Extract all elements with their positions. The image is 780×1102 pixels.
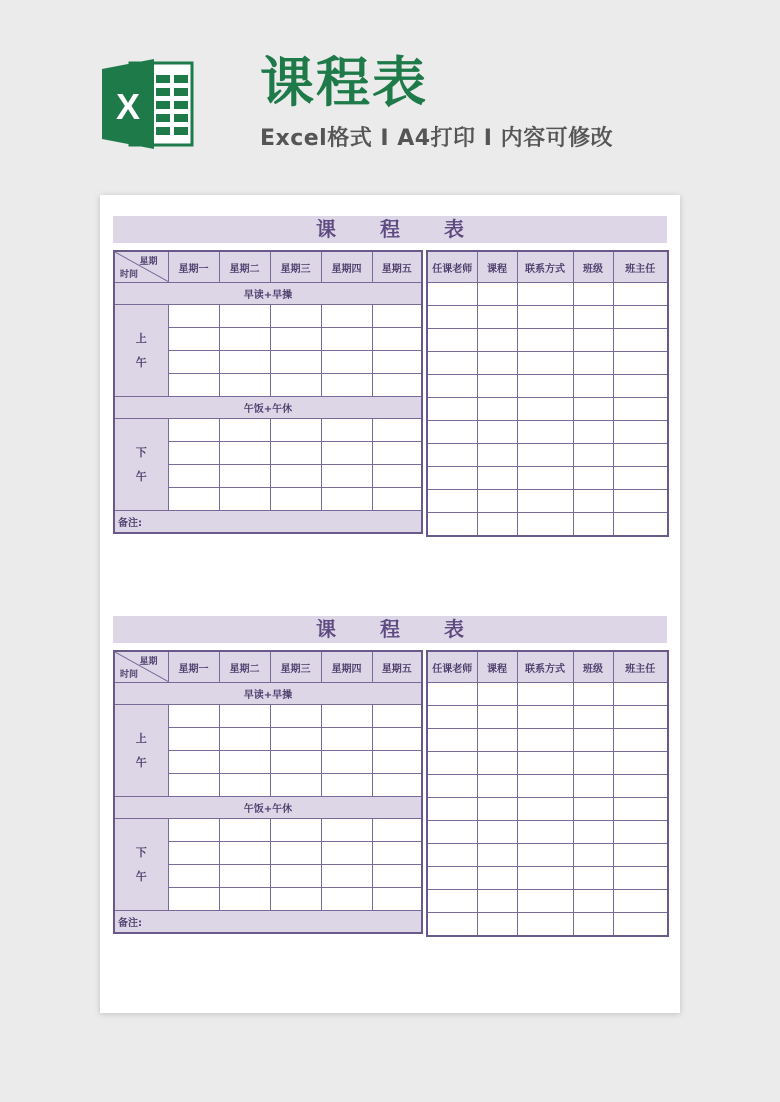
- teacher-cell[interactable]: [477, 706, 517, 729]
- teacher-cell[interactable]: [517, 683, 573, 706]
- teacher-cell[interactable]: [573, 306, 613, 329]
- teacher-cell[interactable]: [477, 798, 517, 821]
- class-cell[interactable]: [219, 819, 270, 842]
- day-header: 星期一: [168, 251, 219, 283]
- banner-char: 课: [316, 617, 336, 641]
- teacher-cell[interactable]: [517, 513, 573, 537]
- schedule-banner: [113, 216, 667, 243]
- class-cell[interactable]: [372, 728, 422, 751]
- teacher-cell[interactable]: [613, 513, 668, 537]
- banner-char: 表: [444, 617, 464, 641]
- teacher-col-header: 班主任: [613, 251, 668, 283]
- class-cell[interactable]: [321, 419, 372, 442]
- teacher-cell[interactable]: [477, 490, 517, 513]
- teacher-grid: [426, 650, 669, 937]
- class-cell[interactable]: [270, 774, 321, 797]
- teacher-cell[interactable]: [477, 421, 517, 444]
- schedule-banner: [113, 616, 667, 643]
- teacher-cell[interactable]: [427, 352, 477, 375]
- corner-cell: [114, 651, 168, 683]
- class-cell[interactable]: [168, 842, 219, 865]
- teacher-cell[interactable]: [517, 421, 573, 444]
- class-cell[interactable]: [219, 488, 270, 511]
- corner-bottom-label: 时间: [120, 270, 139, 280]
- note-row[interactable]: 备注:: [114, 911, 422, 934]
- teacher-cell[interactable]: [613, 913, 668, 937]
- class-cell[interactable]: [219, 865, 270, 888]
- class-cell[interactable]: [168, 488, 219, 511]
- morning-label: [114, 305, 168, 397]
- day-header: 星期五: [372, 651, 422, 683]
- teacher-cell[interactable]: [517, 821, 573, 844]
- afternoon-char: 下: [135, 845, 147, 859]
- class-cell[interactable]: [270, 328, 321, 351]
- teacher-cell[interactable]: [477, 821, 517, 844]
- class-cell[interactable]: [321, 705, 372, 728]
- class-cell[interactable]: [168, 328, 219, 351]
- teacher-cell[interactable]: [427, 283, 477, 306]
- class-cell[interactable]: [219, 751, 270, 774]
- teacher-cell[interactable]: [573, 729, 613, 752]
- teacher-cell[interactable]: [573, 706, 613, 729]
- class-cell[interactable]: [168, 465, 219, 488]
- teacher-cell[interactable]: [573, 467, 613, 490]
- morning-char: 上: [135, 731, 147, 745]
- class-cell[interactable]: [372, 328, 422, 351]
- class-cell[interactable]: [270, 465, 321, 488]
- teacher-cell[interactable]: [613, 329, 668, 352]
- teacher-cell[interactable]: [613, 398, 668, 421]
- teacher-cell[interactable]: [427, 329, 477, 352]
- class-cell[interactable]: [168, 374, 219, 397]
- teacher-cell[interactable]: [613, 890, 668, 913]
- class-cell[interactable]: [372, 774, 422, 797]
- teacher-col-header: 班主任: [613, 651, 668, 683]
- teacher-cell[interactable]: [427, 867, 477, 890]
- teacher-col-header: 班级: [573, 251, 613, 283]
- teacher-cell[interactable]: [517, 283, 573, 306]
- teacher-cell[interactable]: [517, 775, 573, 798]
- teacher-cell[interactable]: [573, 283, 613, 306]
- teacher-cell[interactable]: [477, 444, 517, 467]
- banner-char: 程: [380, 217, 400, 241]
- class-cell[interactable]: [219, 774, 270, 797]
- day-header: 星期二: [219, 251, 270, 283]
- teacher-cell[interactable]: [517, 329, 573, 352]
- class-cell[interactable]: [372, 305, 422, 328]
- class-cell[interactable]: [219, 888, 270, 911]
- teacher-cell[interactable]: [573, 513, 613, 537]
- class-cell[interactable]: [321, 488, 372, 511]
- morning-char: 上: [135, 331, 147, 345]
- teacher-cell[interactable]: [517, 706, 573, 729]
- afternoon-label: [114, 419, 168, 511]
- day-header: 星期四: [321, 651, 372, 683]
- teacher-cell[interactable]: [427, 306, 477, 329]
- class-cell[interactable]: [372, 465, 422, 488]
- lunch-band: 午饭+午休: [114, 797, 422, 819]
- class-cell[interactable]: [321, 351, 372, 374]
- corner-top-label: 星期: [139, 657, 158, 667]
- class-cell[interactable]: [168, 819, 219, 842]
- teacher-cell[interactable]: [477, 890, 517, 913]
- teacher-cell[interactable]: [613, 798, 668, 821]
- teacher-cell[interactable]: [427, 775, 477, 798]
- teacher-cell[interactable]: [573, 798, 613, 821]
- teacher-cell[interactable]: [573, 421, 613, 444]
- teacher-cell[interactable]: [573, 775, 613, 798]
- teacher-cell[interactable]: [477, 752, 517, 775]
- banner-char: 表: [444, 217, 464, 241]
- teacher-cell[interactable]: [427, 706, 477, 729]
- teacher-cell[interactable]: [573, 375, 613, 398]
- teacher-cell[interactable]: [477, 775, 517, 798]
- teacher-cell[interactable]: [427, 798, 477, 821]
- class-cell[interactable]: [270, 888, 321, 911]
- banner-char: 程: [380, 617, 400, 641]
- class-cell[interactable]: [372, 374, 422, 397]
- teacher-cell[interactable]: [613, 729, 668, 752]
- class-cell[interactable]: [168, 751, 219, 774]
- day-header: 星期四: [321, 251, 372, 283]
- class-cell[interactable]: [168, 865, 219, 888]
- class-cell[interactable]: [321, 751, 372, 774]
- class-cell[interactable]: [270, 865, 321, 888]
- class-cell[interactable]: [372, 351, 422, 374]
- teacher-cell[interactable]: [573, 352, 613, 375]
- teacher-cell[interactable]: [517, 798, 573, 821]
- excel-logo-icon: [100, 55, 198, 153]
- teacher-cell[interactable]: [477, 683, 517, 706]
- teacher-cell[interactable]: [613, 306, 668, 329]
- class-cell[interactable]: [372, 842, 422, 865]
- teacher-cell[interactable]: [517, 752, 573, 775]
- class-cell[interactable]: [168, 888, 219, 911]
- teacher-grid: [426, 250, 669, 537]
- class-cell[interactable]: [372, 751, 422, 774]
- teacher-cell[interactable]: [477, 844, 517, 867]
- morning-char: 午: [135, 355, 147, 369]
- class-cell[interactable]: [321, 465, 372, 488]
- day-header: 星期五: [372, 251, 422, 283]
- teacher-cell[interactable]: [613, 867, 668, 890]
- teacher-col-header: 课程: [477, 251, 517, 283]
- teacher-cell[interactable]: [427, 513, 477, 537]
- class-cell[interactable]: [219, 305, 270, 328]
- teacher-cell[interactable]: [613, 283, 668, 306]
- teacher-cell[interactable]: [573, 683, 613, 706]
- class-cell[interactable]: [321, 842, 372, 865]
- corner-bottom-label: 时间: [120, 670, 139, 680]
- teacher-cell[interactable]: [427, 375, 477, 398]
- teacher-cell[interactable]: [613, 844, 668, 867]
- class-cell[interactable]: [372, 442, 422, 465]
- teacher-cell[interactable]: [427, 490, 477, 513]
- class-cell[interactable]: [270, 842, 321, 865]
- class-cell[interactable]: [321, 374, 372, 397]
- class-cell[interactable]: [219, 705, 270, 728]
- teacher-col-header: 联系方式: [517, 251, 573, 283]
- class-cell[interactable]: [372, 865, 422, 888]
- teacher-cell[interactable]: [517, 467, 573, 490]
- teacher-cell[interactable]: [517, 352, 573, 375]
- class-cell[interactable]: [372, 888, 422, 911]
- class-cell[interactable]: [372, 488, 422, 511]
- teacher-cell[interactable]: [573, 329, 613, 352]
- day-header: 星期三: [270, 651, 321, 683]
- teacher-cell[interactable]: [573, 867, 613, 890]
- morning-char: 午: [135, 755, 147, 769]
- class-cell[interactable]: [270, 351, 321, 374]
- teacher-cell[interactable]: [427, 683, 477, 706]
- teacher-cell[interactable]: [573, 490, 613, 513]
- teacher-cell[interactable]: [427, 444, 477, 467]
- teacher-cell[interactable]: [517, 375, 573, 398]
- teacher-cell[interactable]: [477, 398, 517, 421]
- teacher-cell[interactable]: [613, 467, 668, 490]
- teacher-cell[interactable]: [517, 913, 573, 937]
- logo-letter: X: [115, 86, 141, 127]
- teacher-cell[interactable]: [477, 513, 517, 537]
- class-cell[interactable]: [168, 351, 219, 374]
- class-cell[interactable]: [219, 351, 270, 374]
- teacher-cell[interactable]: [573, 890, 613, 913]
- class-cell[interactable]: [168, 728, 219, 751]
- class-cell[interactable]: [270, 419, 321, 442]
- class-cell[interactable]: [219, 442, 270, 465]
- class-cell[interactable]: [168, 419, 219, 442]
- teacher-col-header: 班级: [573, 651, 613, 683]
- class-cell[interactable]: [270, 305, 321, 328]
- teacher-cell[interactable]: [613, 683, 668, 706]
- class-cell[interactable]: [321, 728, 372, 751]
- teacher-cell[interactable]: [517, 306, 573, 329]
- class-cell[interactable]: [321, 865, 372, 888]
- teacher-cell[interactable]: [517, 444, 573, 467]
- class-cell[interactable]: [270, 374, 321, 397]
- teacher-cell[interactable]: [613, 490, 668, 513]
- class-cell[interactable]: [321, 819, 372, 842]
- teacher-cell[interactable]: [427, 890, 477, 913]
- teacher-cell[interactable]: [477, 375, 517, 398]
- class-cell[interactable]: [168, 305, 219, 328]
- class-cell[interactable]: [219, 842, 270, 865]
- teacher-cell[interactable]: [573, 752, 613, 775]
- class-cell[interactable]: [270, 751, 321, 774]
- class-cell[interactable]: [219, 374, 270, 397]
- teacher-cell[interactable]: [477, 867, 517, 890]
- teacher-cell[interactable]: [517, 729, 573, 752]
- document-page: [100, 195, 680, 1013]
- teacher-cell[interactable]: [613, 706, 668, 729]
- corner-cell: [114, 251, 168, 283]
- class-cell[interactable]: [270, 488, 321, 511]
- teacher-cell[interactable]: [477, 467, 517, 490]
- page-subtitle: Excel格式 I A4打印 I 内容可修改: [260, 126, 614, 151]
- class-cell[interactable]: [168, 774, 219, 797]
- teacher-cell[interactable]: [613, 421, 668, 444]
- corner-top-label: 星期: [139, 257, 158, 267]
- teacher-cell[interactable]: [477, 729, 517, 752]
- teacher-cell[interactable]: [427, 844, 477, 867]
- class-cell[interactable]: [321, 774, 372, 797]
- afternoon-char: 午: [135, 469, 147, 483]
- teacher-cell[interactable]: [517, 490, 573, 513]
- teacher-cell[interactable]: [477, 329, 517, 352]
- class-cell[interactable]: [372, 419, 422, 442]
- class-cell[interactable]: [321, 328, 372, 351]
- class-cell[interactable]: [321, 888, 372, 911]
- teacher-col-header: 联系方式: [517, 651, 573, 683]
- class-cell[interactable]: [219, 419, 270, 442]
- class-cell[interactable]: [219, 465, 270, 488]
- timetable-grid: [113, 250, 423, 534]
- teacher-cell[interactable]: [613, 752, 668, 775]
- class-cell[interactable]: [372, 705, 422, 728]
- afternoon-char: 下: [135, 445, 147, 459]
- teacher-cell[interactable]: [477, 352, 517, 375]
- class-cell[interactable]: [270, 442, 321, 465]
- teacher-cell[interactable]: [517, 890, 573, 913]
- teacher-cell[interactable]: [573, 821, 613, 844]
- day-header: 星期三: [270, 251, 321, 283]
- teacher-cell[interactable]: [427, 913, 477, 937]
- teacher-cell[interactable]: [573, 844, 613, 867]
- teacher-cell[interactable]: [613, 444, 668, 467]
- teacher-cell[interactable]: [613, 775, 668, 798]
- day-header: 星期一: [168, 651, 219, 683]
- teacher-cell[interactable]: [517, 867, 573, 890]
- note-row[interactable]: 备注:: [114, 511, 422, 534]
- teacher-cell[interactable]: [573, 913, 613, 937]
- teacher-col-header: 任课老师: [427, 251, 477, 283]
- class-cell[interactable]: [168, 705, 219, 728]
- class-cell[interactable]: [321, 442, 372, 465]
- teacher-cell[interactable]: [427, 752, 477, 775]
- teacher-cell[interactable]: [477, 306, 517, 329]
- class-cell[interactable]: [321, 305, 372, 328]
- teacher-cell[interactable]: [613, 352, 668, 375]
- banner-char: 课: [316, 217, 336, 241]
- class-cell[interactable]: [270, 705, 321, 728]
- teacher-col-header: 任课老师: [427, 651, 477, 683]
- teacher-col-header: 课程: [477, 651, 517, 683]
- page-title: 课程表: [260, 51, 428, 114]
- teacher-cell[interactable]: [613, 821, 668, 844]
- afternoon-label: [114, 819, 168, 911]
- teacher-cell[interactable]: [517, 398, 573, 421]
- teacher-cell[interactable]: [427, 467, 477, 490]
- teacher-cell[interactable]: [613, 375, 668, 398]
- class-cell[interactable]: [270, 819, 321, 842]
- teacher-cell[interactable]: [477, 913, 517, 937]
- afternoon-char: 午: [135, 869, 147, 883]
- teacher-cell[interactable]: [477, 283, 517, 306]
- teacher-cell[interactable]: [573, 444, 613, 467]
- teacher-cell[interactable]: [427, 421, 477, 444]
- teacher-cell[interactable]: [427, 398, 477, 421]
- morning-band: 早读+早操: [114, 283, 422, 305]
- class-cell[interactable]: [168, 442, 219, 465]
- timetable-grid: [113, 650, 423, 934]
- teacher-cell[interactable]: [427, 729, 477, 752]
- class-cell[interactable]: [219, 328, 270, 351]
- day-header: 星期二: [219, 651, 270, 683]
- teacher-cell[interactable]: [427, 821, 477, 844]
- morning-label: [114, 705, 168, 797]
- lunch-band: 午饭+午休: [114, 397, 422, 419]
- teacher-cell[interactable]: [573, 398, 613, 421]
- class-cell[interactable]: [219, 728, 270, 751]
- class-cell[interactable]: [270, 728, 321, 751]
- class-cell[interactable]: [372, 819, 422, 842]
- teacher-cell[interactable]: [517, 844, 573, 867]
- morning-band: 早读+早操: [114, 683, 422, 705]
